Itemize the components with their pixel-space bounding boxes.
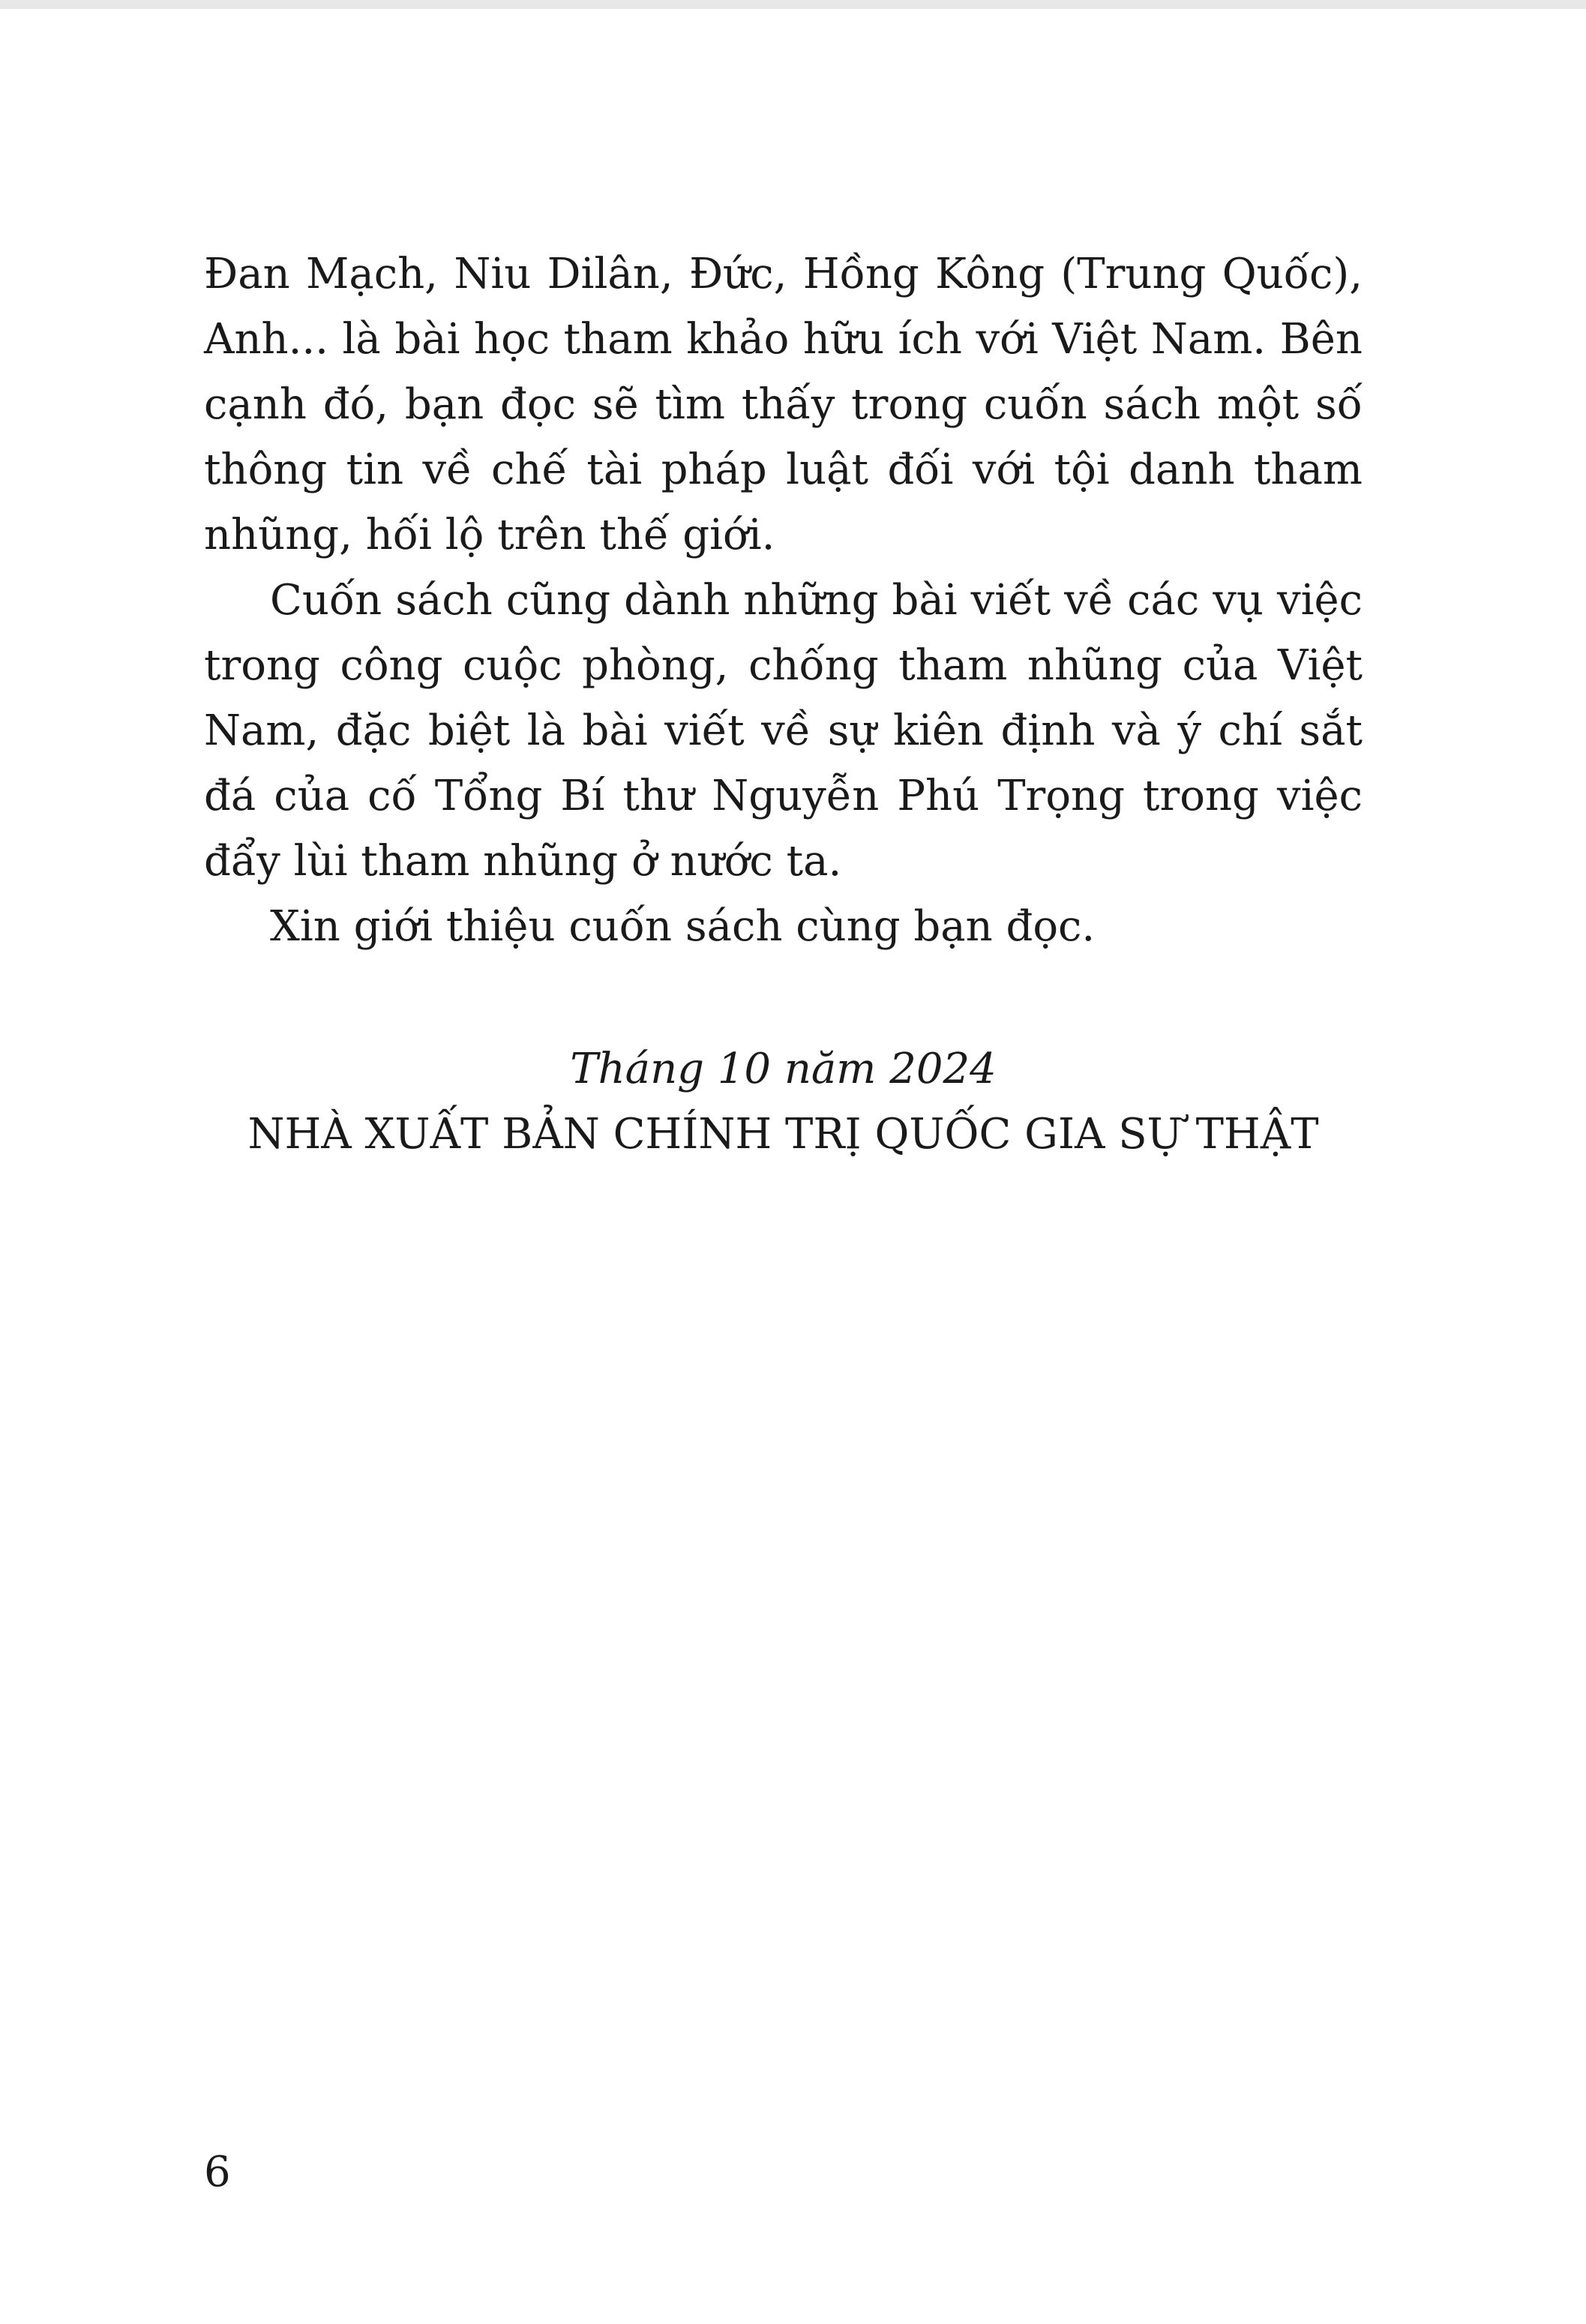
paragraph-continued: Đan Mạch, Niu Dilân, Đức, Hồng Kông (Trung Quốc), Anh... là bài học tham khảo hữu ích với Việt Nam. Bên cạnh đó, bạn đọc sẽ tìm thấy trong cuốn sách một số thông tin về chế tài pháp luật đối với tội danh tham nhũng, hối lộ trên thế giới. [204, 250, 1363, 559]
page-number: 6 [204, 2148, 231, 2197]
paragraph: Cuốn sách cũng dành những bài viết về các vụ việc trong công cuộc phòng, chống tham nhũng của Việt Nam, đặc biệt là bài viết về sự kiên định và ý chí sắt đá của cố Tổng Bí thư Nguyễn Phú Trọng trong việc đẩy lùi tham nhũng ở nước ta. [204, 576, 1363, 886]
body-text [204, 241, 1363, 959]
signoff-publisher: NHÀ XUẤT BẢN CHÍNH TRỊ QUỐC GIA SỰ THẬT [247, 1110, 1319, 1159]
signoff-block [204, 1036, 1363, 1167]
paragraph-closing: Xin giới thiệu cuốn sách cùng bạn đọc. [270, 902, 1096, 951]
signoff-date: Tháng 10 năm 2024 [570, 1045, 997, 1093]
top-edge-band [0, 0, 1586, 9]
